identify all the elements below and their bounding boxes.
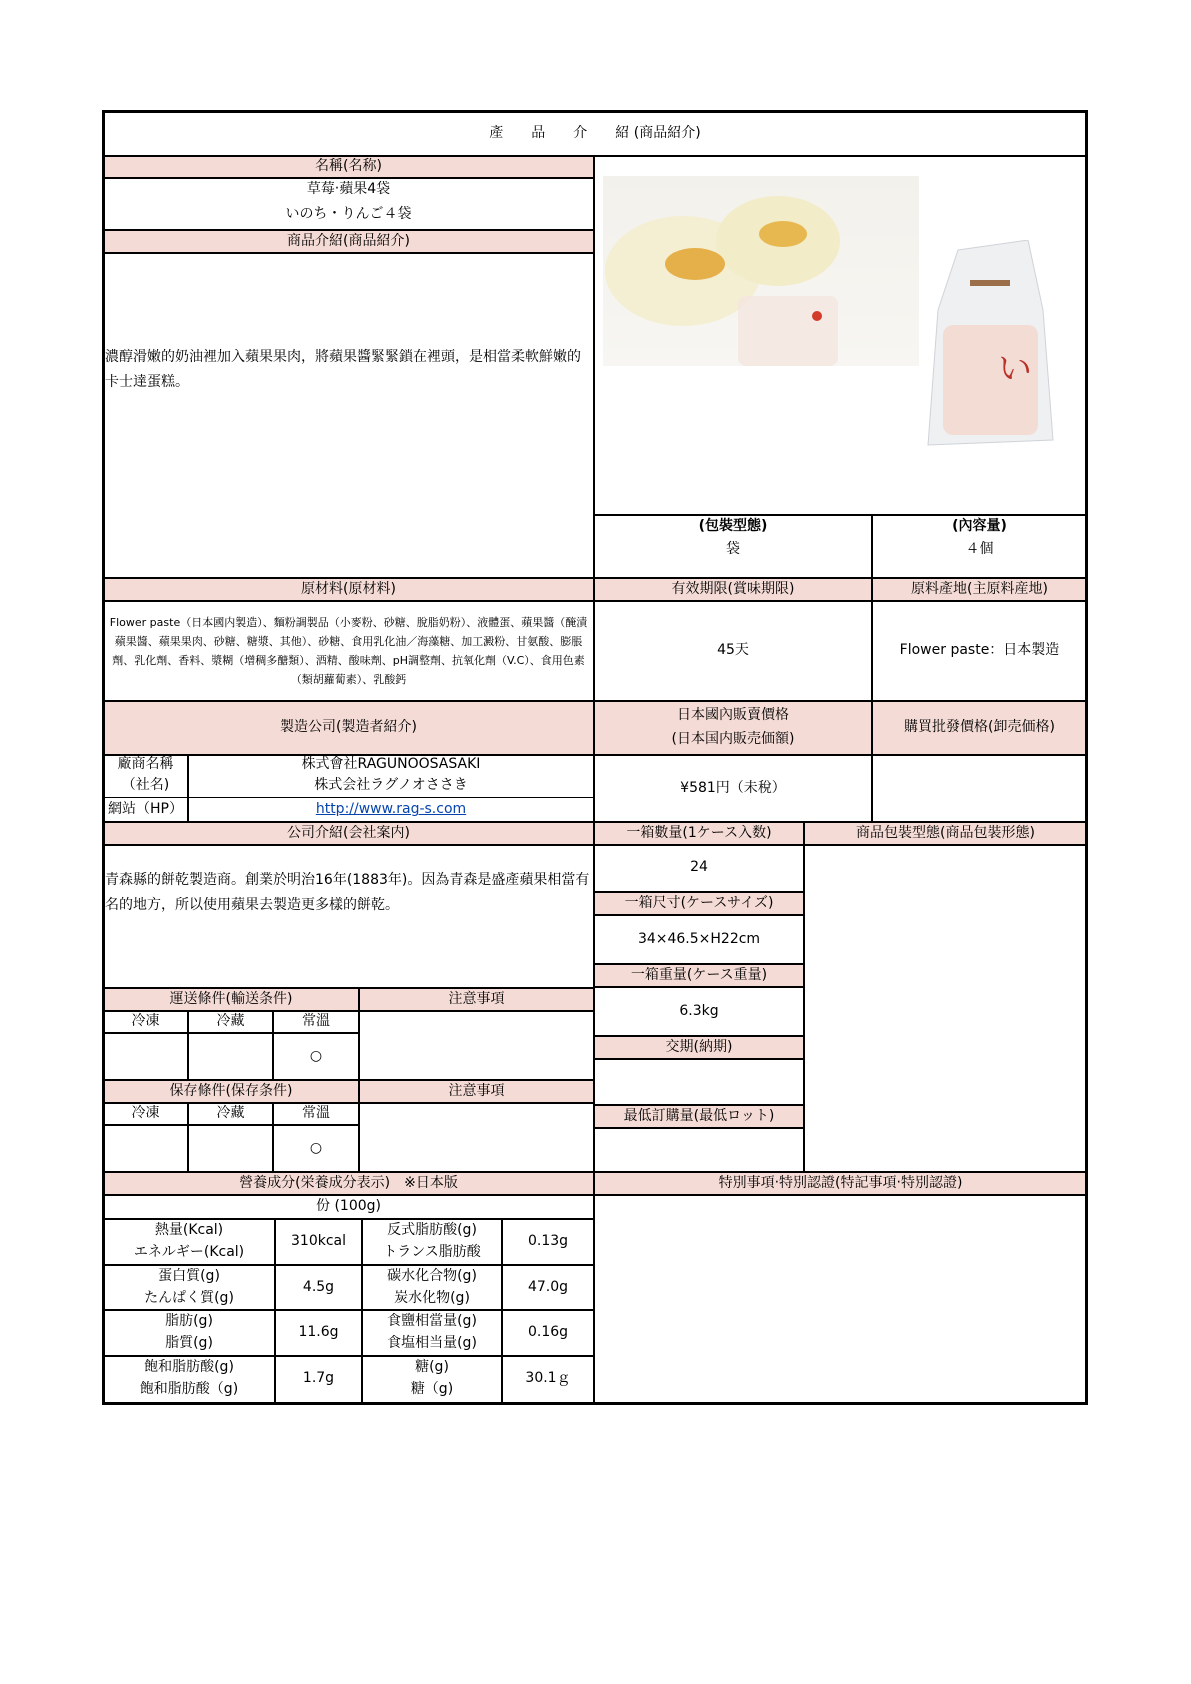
nutrition-table — [103, 1220, 594, 1403]
nutrition-value-2: 0.13g — [527, 1233, 569, 1250]
company-name-1: 株式會社RAGUNOOSASAKI — [301, 756, 481, 773]
nutrition-label-2a: 碳水化合物(g) — [387, 1268, 477, 1285]
nutrition-label-1b: エネルギー(Kcal) — [133, 1244, 245, 1261]
nutrition-label-1a: 飽和脂肪酸(g) — [144, 1359, 234, 1376]
web-label: 網站（HP） — [108, 801, 183, 818]
nutrition-label-2a: 反式脂肪酸(g) — [387, 1222, 477, 1239]
wholesale-header: 購買批發價格(卸売価格) — [904, 719, 1055, 736]
nutrition-label-2a: 食鹽相當量(g) — [387, 1313, 477, 1330]
name-header: 名稱(名称) — [315, 157, 382, 174]
transport-notes-header: 注意事項 — [448, 990, 505, 1007]
moq-header: 最低訂購量(最低ロット) — [623, 1107, 775, 1124]
intro-header: 商品介紹(商品紹介) — [287, 232, 410, 249]
nutrition-label-1a: 熱量(Kcal) — [154, 1222, 224, 1239]
nutrition-label-1a: 脂肪(g) — [165, 1313, 213, 1330]
company-intro-text: 青森縣的餅乾製造商。創業於明治16年(1883年)。因為青森是盛產蘋果相當有名的地方，所以使用蘋果去製造更多樣的餅乾。 — [105, 872, 590, 913]
nutrition-label-2b: 炭水化物(g) — [394, 1290, 470, 1307]
web-link[interactable]: http://www.rag-s.com — [315, 801, 467, 818]
nutrition-label-1a: 蛋白質(g) — [158, 1268, 220, 1285]
company-label-2: （社名) — [121, 777, 170, 794]
expiry-header: 有效期限(賞味期限) — [671, 580, 795, 597]
price-header-1: 日本國內販賣價格 — [677, 707, 789, 724]
delivery-value — [594, 1060, 804, 1104]
nutrition-value-1: 11.6g — [298, 1324, 339, 1341]
case-weight: 6.3kg — [679, 1003, 719, 1019]
company-intro-header: 公司介紹(会社案内) — [287, 824, 410, 841]
storage-notes-header: 注意事項 — [448, 1082, 505, 1099]
nutrition-value-1: 4.5g — [302, 1279, 335, 1296]
storage-ambient: 常溫 — [302, 1105, 330, 1122]
transport-ambient: 常溫 — [302, 1013, 330, 1030]
storage-chilled: 冷藏 — [216, 1105, 245, 1122]
expiry-value: 45天 — [717, 642, 749, 659]
packaging-value: 袋 — [726, 541, 740, 558]
nutrition-value-2: 0.16g — [527, 1324, 569, 1341]
ingredients-text: Flower paste（日本國内製造）、麵粉調製品（小麥粉、砂糖、脫脂奶粉）、液體蛋、蘋果醬（醃漬蘋果醬、蘋果果肉、砂糖、糖漿、其他）、砂糖、食用乳化油／海藻糖、加工澱粉、甘氨酸、膨脹劑、乳化劑、香料、漿糊（增稠多醣類）、酒精、酸味劑、pH調整劑、抗氧化劑（V.C）、食用色素（類胡蘿蔔素）、乳酸鈣 — [109, 615, 588, 687]
nutrition-value-2: 47.0g — [527, 1279, 569, 1296]
company-label-1: 廠商名稱 — [117, 756, 174, 773]
storage-ambient-mark: ○ — [309, 1139, 323, 1156]
nutrition-serving: 份 (100g) — [316, 1198, 381, 1215]
delivery-header: 交期(納期) — [665, 1038, 733, 1055]
case-qty-header: 一箱數量(1ケース入数) — [626, 824, 772, 841]
nutrition-header: 營養成分(栄養成分表示) ※日本版 — [239, 1174, 458, 1191]
nutrition-value-1: 1.7g — [302, 1370, 335, 1387]
case-qty: 24 — [690, 859, 708, 875]
transport-frozen: 冷凍 — [131, 1013, 160, 1030]
case-size: 34×46.5×H22cm — [637, 930, 761, 947]
package-form-header: 商品包裝型態(商品包裝形態) — [856, 824, 1035, 841]
case-weight-header: 一箱重量(ケース重量) — [630, 966, 768, 983]
nutrition-label-2a: 糖(g) — [415, 1359, 449, 1376]
intro-text: 濃醇滑嫩的奶油裡加入蘋果果肉，將蘋果醬緊緊鎖在裡頭，是相當柔軟鮮嫩的卡士達蛋糕。 — [105, 349, 581, 390]
origin-value: Flower paste：日本製造 — [899, 642, 1060, 659]
wholesale-value — [872, 756, 1087, 821]
nutrition-value-2: 30.1ｇ — [525, 1370, 571, 1387]
nutrition-label-2b: 食塩相当量(g) — [387, 1335, 477, 1352]
nutrition-label-1b: 脂質(g) — [165, 1335, 213, 1352]
contents-value: ４個 — [965, 541, 994, 558]
case-size-header: 一箱尺寸(ケースサイズ) — [624, 894, 774, 911]
packaging-header: (包裝型態) — [698, 518, 768, 535]
storage-frozen: 冷凍 — [131, 1105, 160, 1122]
transport-chilled: 冷藏 — [216, 1013, 245, 1030]
special-header: 特別事項‧特別認證(特記事項‧特別認證) — [718, 1174, 963, 1191]
product-photo — [603, 176, 919, 366]
price-header-2: (日本国内販売価額) — [671, 731, 795, 748]
maker-header: 製造公司(製造者紹介) — [280, 719, 417, 736]
price-value: ¥581円（未稅） — [680, 779, 786, 796]
transport-header: 運送條件(輸送条件) — [169, 990, 293, 1007]
nutrition-label-2b: トランス脂肪酸 — [383, 1244, 481, 1261]
nutrition-label-2b: 糖（g) — [410, 1381, 454, 1398]
origin-header: 原料產地(主原料産地) — [911, 580, 1048, 597]
storage-header: 保存條件(保存条件) — [169, 1082, 293, 1099]
transport-ambient-mark: ○ — [309, 1047, 323, 1064]
package-photo — [918, 240, 1058, 450]
moq-value — [594, 1129, 804, 1171]
page-title: 產 品 介 紹 (商品紹介) — [489, 125, 701, 142]
product-name-ja: いのち・りんご４袋 — [285, 205, 412, 222]
contents-header: (內容量) — [952, 518, 1007, 535]
company-name-2: 株式会社ラグノオささき — [314, 777, 468, 794]
nutrition-label-1b: 飽和脂肪酸（g) — [139, 1381, 239, 1398]
nutrition-value-1: 310kcal — [291, 1233, 346, 1250]
product-name-zh: 草莓‧蘋果4袋 — [306, 181, 391, 198]
ingredients-header: 原材料(原材料) — [301, 580, 396, 597]
nutrition-label-1b: たんぱく質(g) — [144, 1290, 234, 1307]
svg-text:い: い — [998, 349, 1032, 389]
